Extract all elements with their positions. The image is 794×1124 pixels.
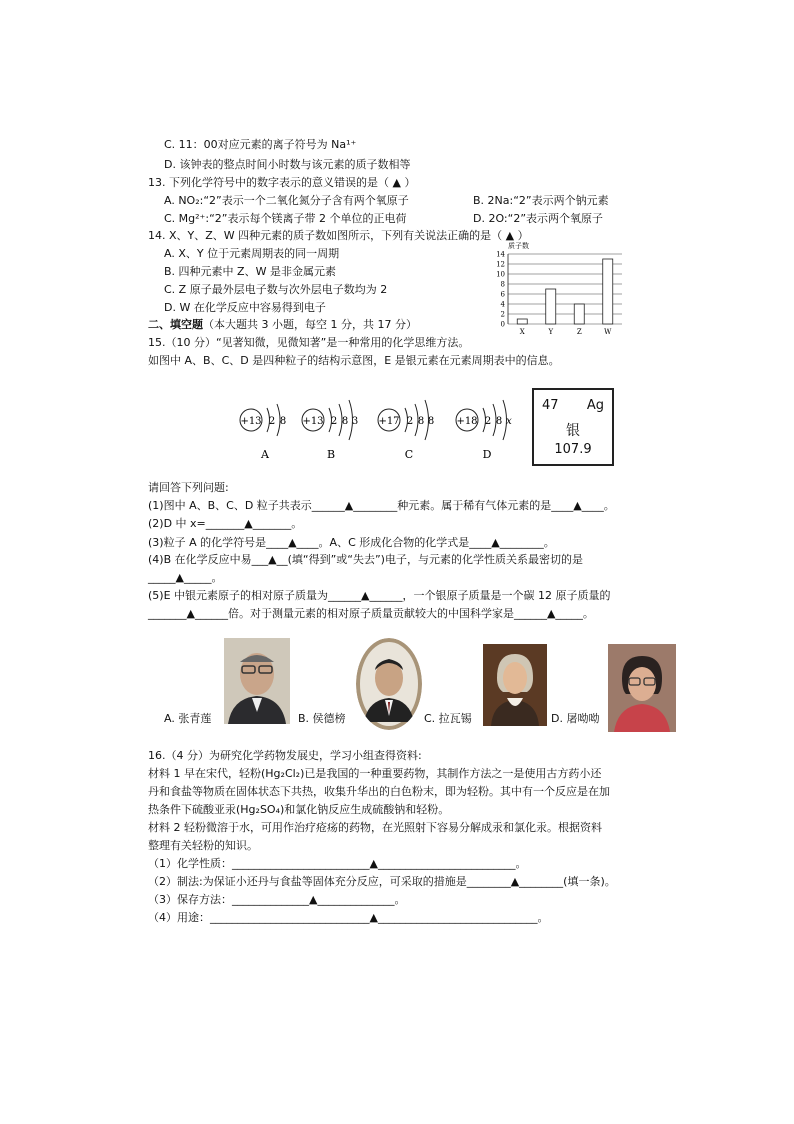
proton-number-chart [488,240,628,338]
q16-material2-line2: 整理有关轻粉的知识。 [148,839,258,852]
atom-b [302,400,358,461]
chart-bar-z [574,304,584,324]
person-d-caption: D. 屠呦呦 [551,712,600,725]
atom-c-nucleus: +17 [378,416,400,427]
person-c-caption: C. 拉瓦锡 [424,712,472,725]
chart-ytick-label: 14 [496,250,505,259]
q15-answer-3: (3)粒子 A 的化学符号是____▲____。A、C 形成化合物的化学式是____▲________。 [148,536,555,549]
chart-ytick-label: 10 [496,270,505,279]
atom-c-shell-3: 8 [427,416,435,427]
q16-material1-line1: 材料 1 早在宋代，轻粉(Hg₂Cl₂)已是我国的一种重要药物，其制作方法之一是使用古方药小还 [148,767,602,780]
portrait-hou-debang [356,638,422,730]
element-mass: 107.9 [554,442,592,457]
q13-stem: 13. 下列化学符号中的数字表示的意义错误的是（ ▲ ） [148,176,416,189]
q15-intro: 如图中 A、B、C、D 是四种粒子的结构示意图，E 是银元素在元素周期表中的信息。 [148,354,560,367]
q16-answer-1: （1）化学性质：_________________________▲_________________________。 [148,857,527,870]
chart-category-label: W [604,328,612,336]
chart-ytick-label: 2 [500,310,505,319]
q15-prompt: 请回答下列问题: [148,481,229,494]
element-name: 银 [566,423,580,439]
atom-c-label: C [404,448,414,461]
atom-a-label: A [261,448,269,461]
q14-option-d: D. W 在化学反应中容易得到电子 [164,301,326,314]
atom-d-shell-2: 8 [495,416,503,427]
chart-category-label: X [519,328,525,336]
q15-answer-5a: (5)E 中银元素原子的相对原子质量为______▲______，一个银原子质量是一个碳 12 原子质量的 [148,589,611,602]
atom-structure-diagrams [225,388,525,468]
atom-d-nucleus: +18 [456,416,478,427]
atom-c [378,400,434,461]
element-cell-silver [532,388,614,466]
atom-b-shell-3: 3 [351,416,359,427]
portrait-lavoisier [483,644,547,726]
element-number: 47 [542,398,559,413]
q16-stem: 16.（4 分）为研究化学药物发展史，学习小组查得资料: [148,749,422,762]
q15-answer-4a: (4)B 在化学反应中易___▲__(填“得到”或“失去”)电子，与元素的化学性质关系最密切的是 [148,553,583,566]
chart-ytick-label: 4 [500,300,505,309]
q15-answer-1: (1)图中 A、B、C、D 粒子共表示______▲________种元素。属于稀有气体元素的是____▲____。 [148,499,615,512]
portrait-zhang-qinglian [224,638,290,724]
q16-answer-2: （2）制法:为保证小还丹与食盐等固体充分反应，可采取的措施是________▲________(填一条)。 [148,875,616,888]
q16-material1-line3: 热条件下硫酸亚汞(Hg₂SO₄)和氯化钠反应生成硫酸钠和轻粉。 [148,803,450,816]
chart-category-label: Z [576,328,582,336]
q13-option-a: A. NO₂:“2”表示一个二氧化氮分子含有两个氧原子 [164,194,409,207]
q12-option-d: D. 该钟表的整点时间小时数与该元素的质子数相等 [164,158,411,171]
chart-ylabel: 质子数 [508,242,529,250]
q13-option-b: B. 2Na:“2”表示两个钠元素 [473,194,609,207]
q15-answer-4b: _____▲_____。 [148,571,223,584]
q16-answer-4: （4）用途：_____________________________▲_____________________________。 [148,911,549,924]
atom-a [240,404,286,461]
q16-material1-line2: 丹和食盐等物质在固体状态下共热，收集升华出的白色粉末，即为轻粉。其中有一个反应是在加 [148,785,610,798]
chart-ytick-label: 6 [500,290,505,299]
atom-a-shell-1: 2 [268,416,276,427]
section2-note: （本大题共 3 小题，每空 1 分，共 17 分） [203,318,417,331]
person-b-caption: B. 侯德榜 [298,712,346,725]
chart-bar-x [517,319,527,324]
q14-option-a: A. X、Y 位于元素周期表的同一周期 [164,247,340,260]
q15-stem: 15.（10 分）“见著知微，见微知著”是一种常用的化学思维方法。 [148,336,470,349]
q16-material2-line1: 材料 2 轻粉微溶于水，可用作治疗疮疡的药物，在光照射下容易分解成汞和氯化汞。根据资料 [148,821,602,834]
q13-option-d: D. 2O:“2”表示两个氧原子 [473,212,604,225]
atom-b-nucleus: +13 [302,416,324,427]
portrait-tu-youyou [608,644,676,732]
chart-ytick-label: 8 [500,280,505,289]
person-a-caption: A. 张青莲 [164,712,212,725]
chart-ytick-label: 12 [496,260,505,269]
atom-d-label: D [482,448,492,461]
q14-stem: 14. X、Y、Z、W 四种元素的质子数如图所示，下列有关说法正确的是（ ▲ ） [148,229,529,242]
atom-a-shell-2: 8 [279,416,287,427]
q15-answer-5b: _______▲______倍。对于测量元素的相对原子质量贡献较大的中国科学家是______▲_____。 [148,607,594,620]
chart-ytick-label: 0 [500,320,505,329]
q15-answer-2: (2)D 中 x=_______▲_______。 [148,517,303,530]
q16-answer-3: （3）保存方法：______________▲______________。 [148,893,406,906]
element-symbol: Ag [586,398,604,413]
atom-d-shell-3: x [506,416,512,427]
chart-bar-y [546,289,556,324]
atom-a-nucleus: +13 [240,416,262,427]
atom-b-label: B [326,448,336,461]
q13-option-c: C. Mg²⁺:“2”表示每个镁离子带 2 个单位的正电荷 [164,212,407,225]
atom-b-shell-2: 8 [341,416,349,427]
atom-b-shell-1: 2 [330,416,338,427]
section2-heading-line [148,318,417,332]
atom-d [456,400,512,461]
q12-option-c: C. 11：00对应元素的离子符号为 Na¹⁺ [164,138,357,151]
atom-c-shell-2: 8 [417,416,425,427]
q14-option-c: C. Z 原子最外层电子数与次外层电子数均为 2 [164,283,388,296]
atom-d-shell-1: 2 [484,416,492,427]
chart-bar-w [603,259,613,324]
section2-heading: 二、填空题 [148,318,203,331]
q14-option-b: B. 四种元素中 Z、W 是非金属元素 [164,265,336,278]
chart-category-label: Y [548,328,554,336]
atom-c-shell-1: 2 [406,416,414,427]
